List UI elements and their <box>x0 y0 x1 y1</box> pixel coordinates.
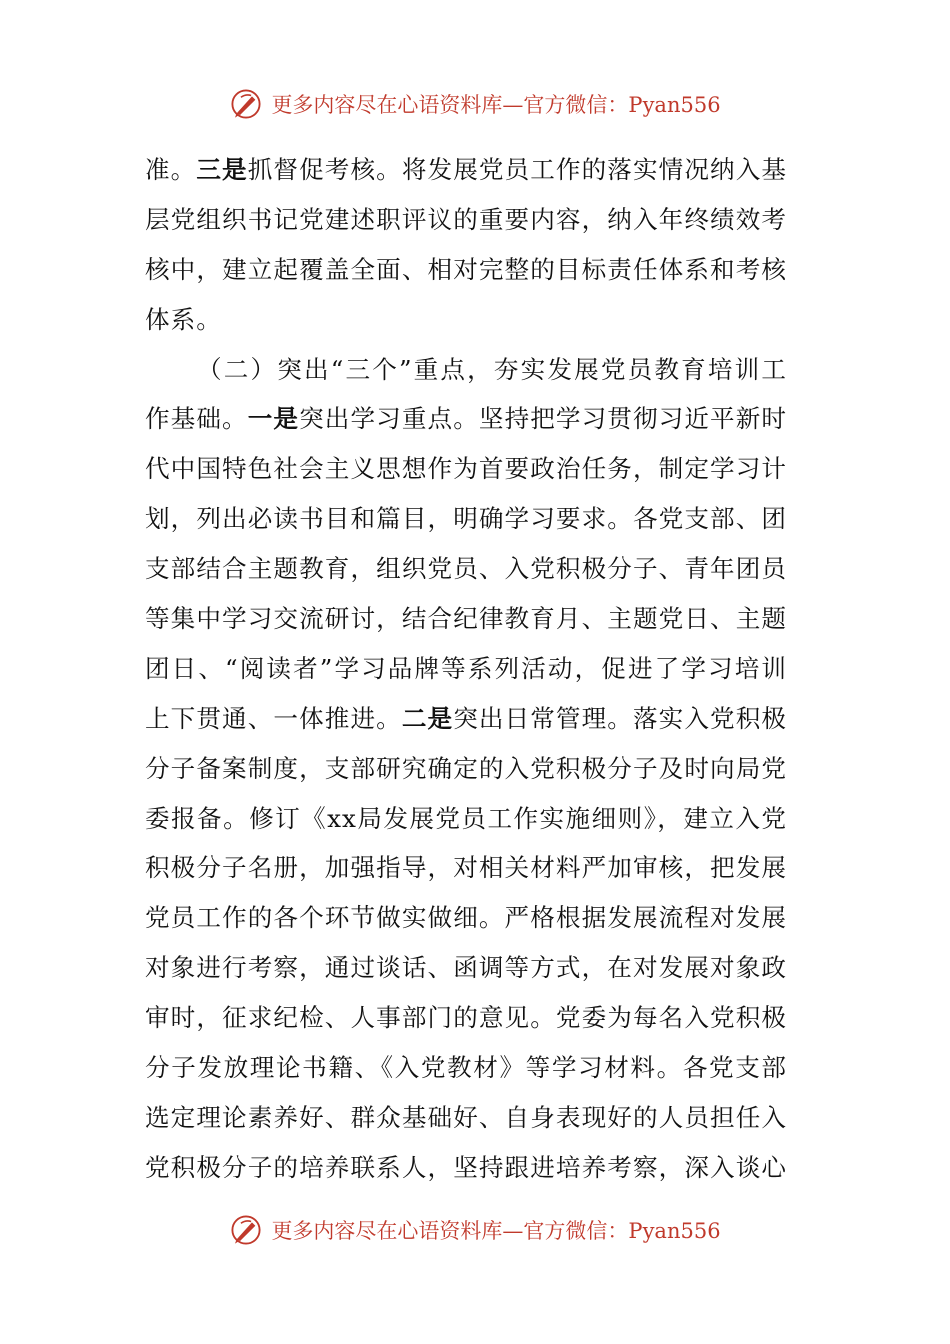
text-line <box>145 345 787 395</box>
text-segment: 层党组织书记党建述职评议的重要内容，纳入年终绩效考 <box>145 204 787 234</box>
text-line <box>145 494 787 544</box>
text-segment: 体系。 <box>145 304 222 334</box>
text-line <box>145 644 787 694</box>
text-line <box>145 893 787 943</box>
text-segment: 支部结合主题教育，组织党员、入党积极分子、青年团员 <box>145 554 787 584</box>
text-segment: 分子发放理论书籍、《入党教材》等学习材料。各党支部 <box>145 1053 787 1083</box>
text-segment: 党积极分子的培养联系人，坚持跟进培养考察，深入谈心 <box>145 1152 787 1182</box>
text-line <box>145 943 787 993</box>
text-segment: 分子备案制度，支部研究确定的入党积极分子及时向局党 <box>145 753 787 783</box>
pen-logo-icon <box>229 87 263 121</box>
text-line <box>145 744 787 794</box>
text-line <box>145 394 787 444</box>
text-segment: 核中，建立起覆盖全面、相对完整的目标责任体系和考核 <box>145 254 787 284</box>
text-line <box>145 195 787 245</box>
text-segment: 对象进行考察，通过谈话、函调等方式，在对发展对象政 <box>145 953 787 983</box>
document-body <box>145 145 787 1193</box>
bold-segment: 一是 <box>247 404 300 434</box>
text-segment: 突出学习重点。坚持把学习贯彻习近平新时 <box>299 404 787 434</box>
text-segment: 上下贯通、一体推进。 <box>145 703 402 733</box>
footer-banner <box>0 1210 950 1250</box>
text-segment: 审时，征求纪检、人事部门的意见。党委为每名入党积极 <box>145 1003 787 1033</box>
pen-logo-icon <box>229 1213 263 1247</box>
text-line <box>145 993 787 1043</box>
text-segment: 党员工作的各个环节做实做细。严格根据发展流程对发展 <box>145 903 787 933</box>
banner-text: 更多内容尽在心语资料库—官方微信：Pyan556 <box>271 93 721 117</box>
text-line <box>145 1143 787 1193</box>
text-segment: 划，列出必读书目和篇目，明确学习要求。各党支部、团 <box>145 504 787 534</box>
text-line <box>145 245 787 295</box>
text-segment: 积极分子名册，加强指导，对相关材料严加审核，把发展 <box>145 853 787 883</box>
text-line <box>145 594 787 644</box>
text-line <box>145 544 787 594</box>
bold-segment: 二是 <box>401 703 454 733</box>
header-banner <box>0 84 950 124</box>
text-segment: 选定理论素养好、群众基础好、自身表现好的人员担任入 <box>145 1102 787 1132</box>
text-segment: 等集中学习交流研讨，结合纪律教育月、主题党日、主题 <box>145 604 787 634</box>
text-segment: 委报备。修订《xx局发展党员工作实施细则》，建立入党 <box>145 803 787 833</box>
text-segment: 突出日常管理。落实入党积极 <box>453 703 787 733</box>
text-line <box>145 1043 787 1093</box>
text-line <box>145 295 787 345</box>
text-line <box>145 145 787 195</box>
text-segment: 代中国特色社会主义思想作为首要政治任务，制定学习计 <box>145 454 787 484</box>
text-segment: 准。 <box>145 155 197 184</box>
text-line <box>145 794 787 844</box>
text-line <box>145 444 787 494</box>
text-segment: 抓督促考核。将发展党员工作的落实情况纳入基 <box>247 155 787 184</box>
text-segment: （二）突出“三个”重点，夯实发展党员教育培训工 <box>197 354 787 384</box>
text-line <box>145 843 787 893</box>
text-segment: 团日、“阅读者”学习品牌等系列活动，促进了学习培训 <box>145 653 787 683</box>
text-line <box>145 1093 787 1143</box>
text-line <box>145 694 787 744</box>
bold-segment: 三是 <box>196 155 248 184</box>
text-segment: 作基础。 <box>145 404 248 434</box>
banner-text: 更多内容尽在心语资料库—官方微信：Pyan556 <box>271 1219 721 1243</box>
